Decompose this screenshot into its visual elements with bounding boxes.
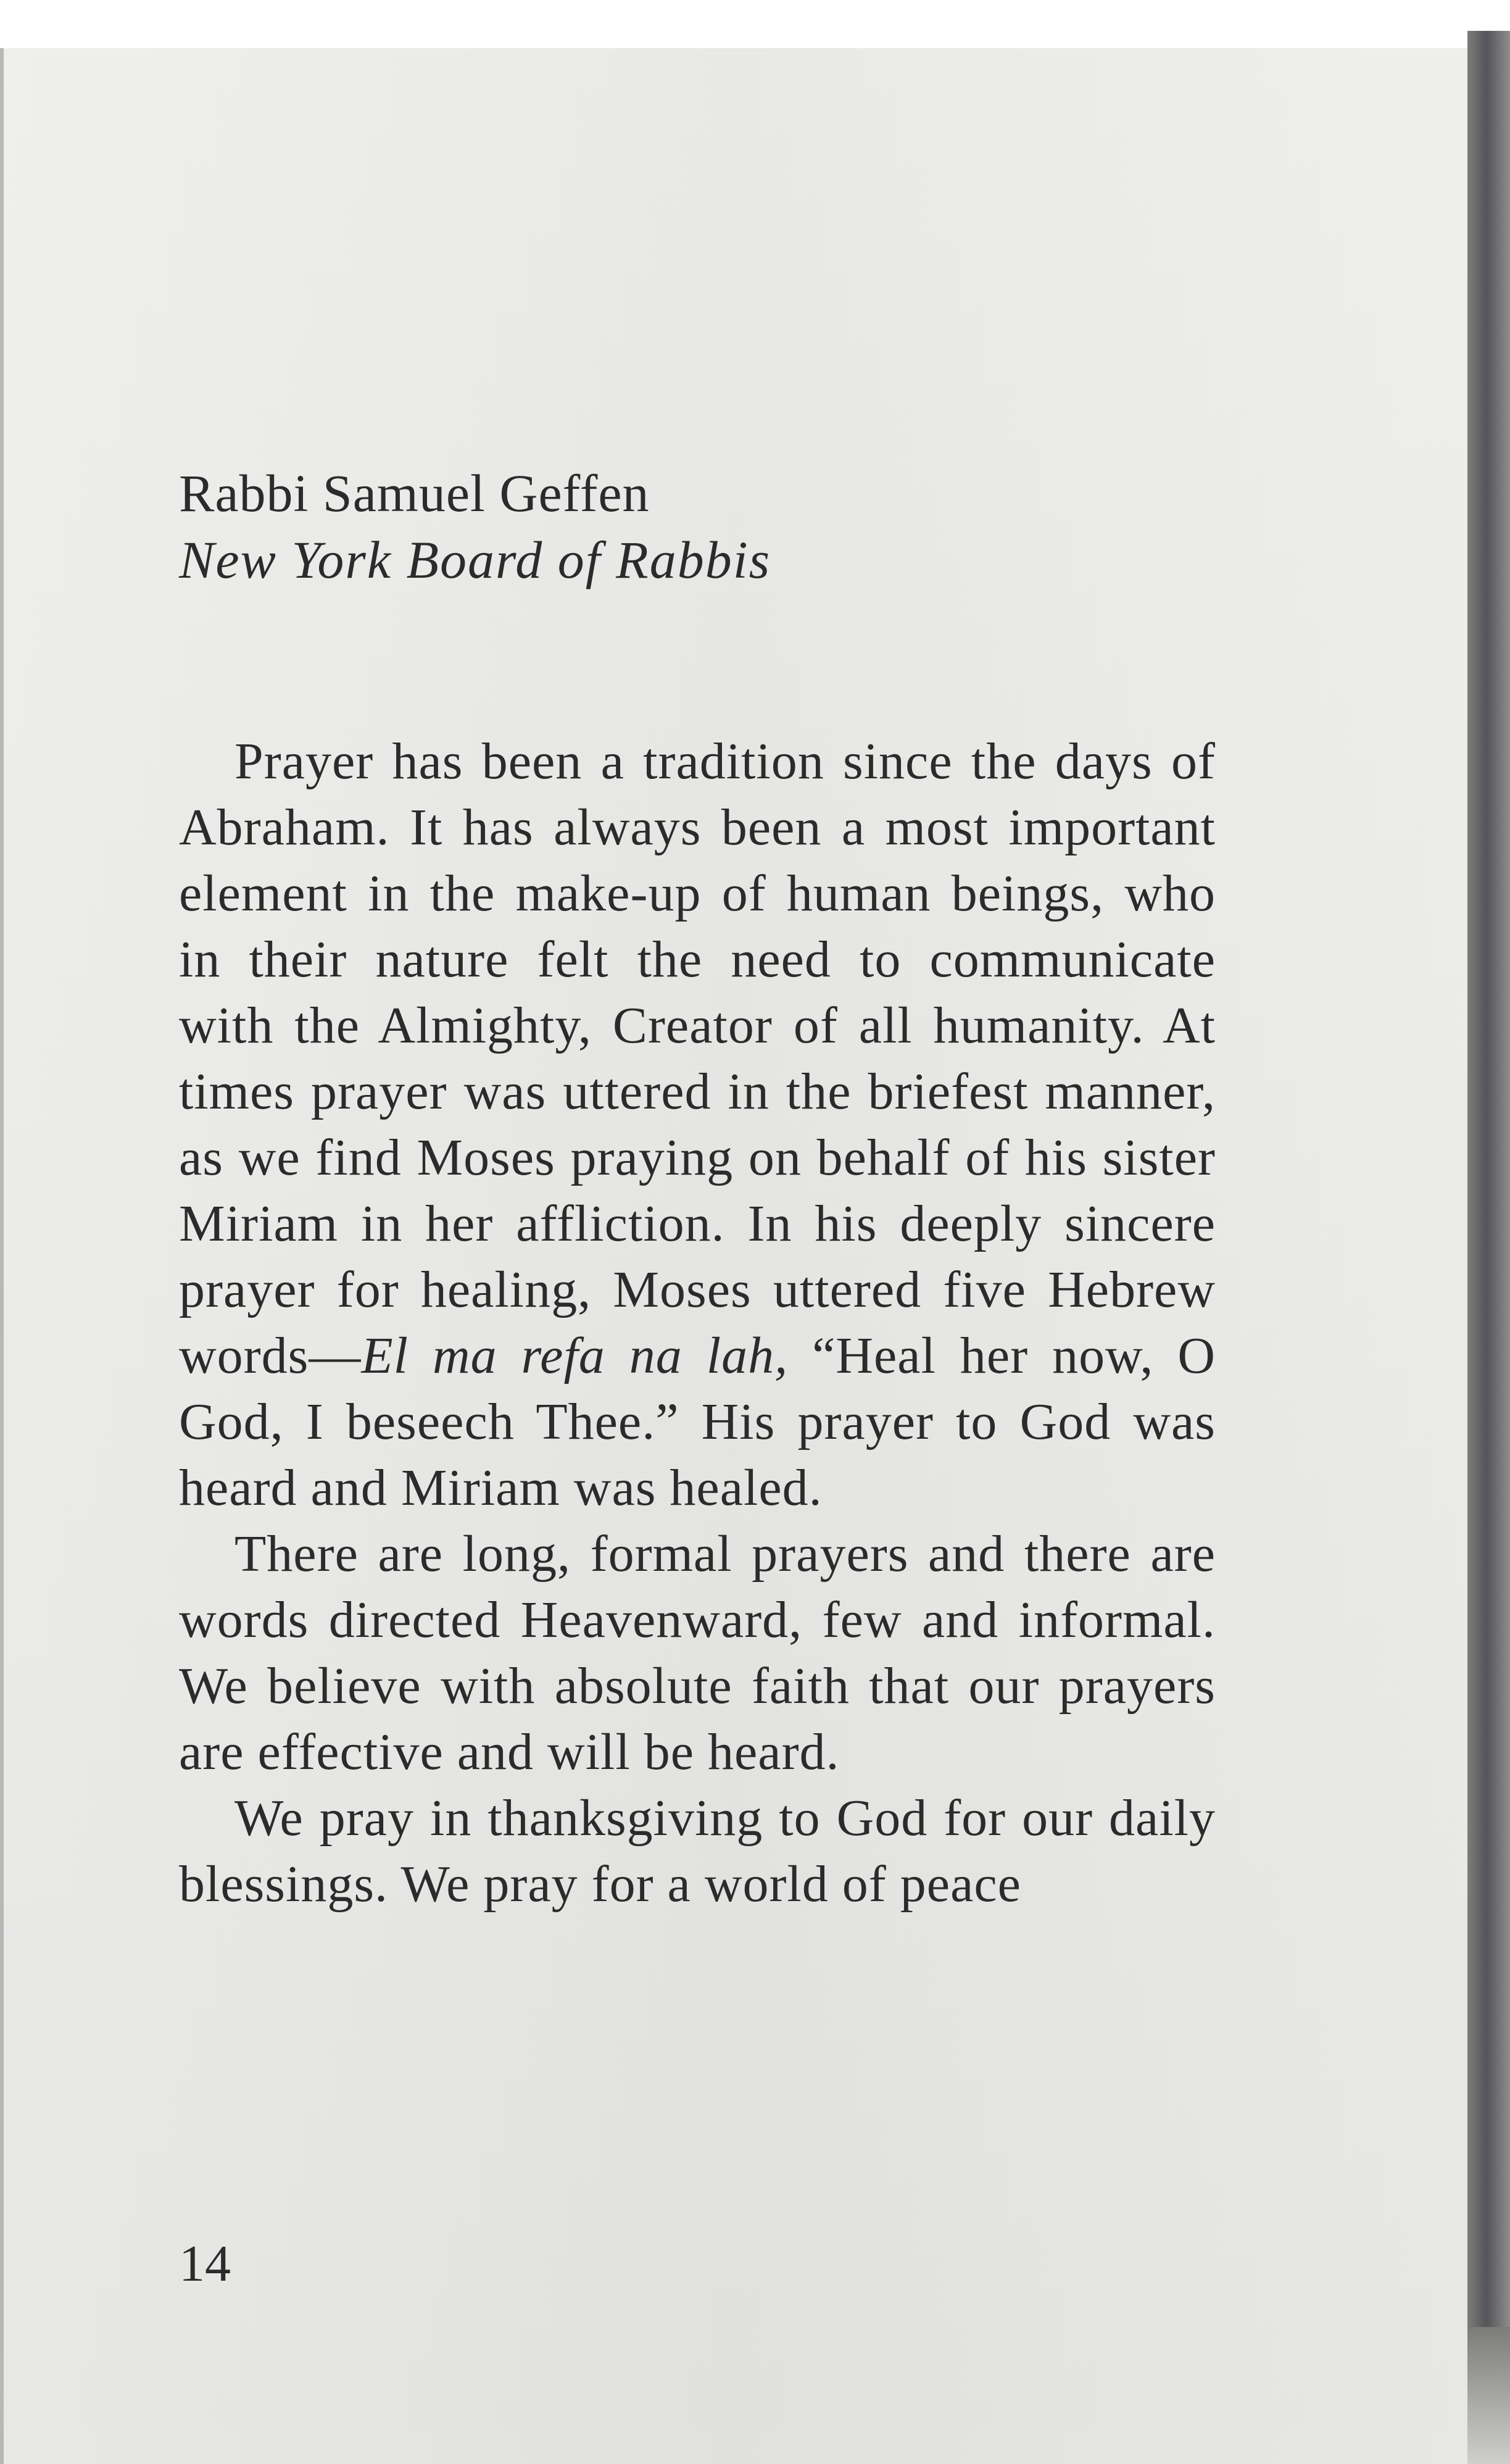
- paragraph-1-text: Prayer has been a tradition since the days of Abraham. It has always been a most important element in the make-up of human beings, who in their nature felt the need to communicate with the Almighty, Creator of all humanity. At times prayer was uttered in the briefest manner, as we find Moses praying on behalf of his sister Miriam in her affliction. In his deeply sincere prayer for healing, Moses uttered five Hebrew words—: [179, 733, 1216, 1384]
- paragraph-2: There are long, formal prayers and there are words directed Heavenward, few and informal. We believe with absolute faith that our prayers are effective and will be heard.: [179, 1525, 1216, 1781]
- author-name: Rabbi Samuel Geffen: [179, 464, 650, 523]
- attribution: [179, 460, 1216, 593]
- binding-shadow-fade: [1467, 2327, 1510, 2464]
- paragraph-1: [179, 728, 1216, 1521]
- page-number: 14: [179, 2235, 231, 2292]
- hebrew-phrase: El ma refa na lah,: [361, 1327, 789, 1384]
- page-left-edge: [0, 48, 4, 2464]
- body-text: [179, 728, 1216, 1917]
- author-affiliation: New York Board of Rabbis: [179, 530, 771, 589]
- paragraph-3: We pray in thanksgiving to God for our daily blessings. We pray for a world of peace: [179, 1789, 1216, 1913]
- binding-shadow: [1467, 31, 1510, 2327]
- paragraph-1-text-end: “Heal her now, O God, I beseech Thee.” His prayer to God was heard and Miriam was healed.: [179, 1327, 1216, 1517]
